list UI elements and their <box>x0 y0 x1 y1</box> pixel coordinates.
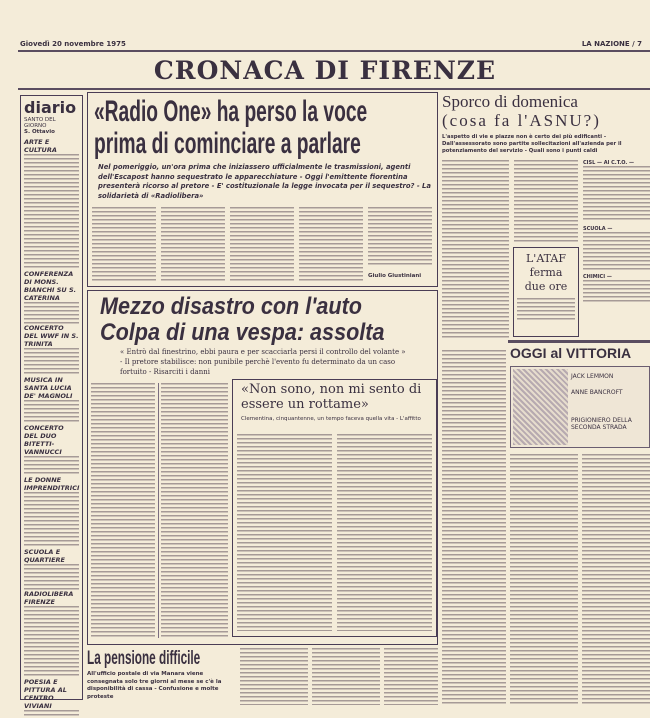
radio-one-article <box>87 92 438 287</box>
headline: Sporco di domenica <box>442 92 578 111</box>
section-title: CRONACA DI FIRENZE <box>153 56 497 85</box>
paper-page: LA NAZIONE / 7 <box>581 40 642 48</box>
diario-heading: POESIA E PITTURA AL CENTRO VIVIANI <box>24 678 67 710</box>
diario-heading: RADIOLIBERA FIRENZE <box>24 590 74 606</box>
santo-name: S. Ottavio <box>24 129 55 135</box>
headline: Mezzo disastro con l'auto <box>100 293 362 320</box>
diario-title: diario <box>24 98 77 117</box>
diario-heading: LE DONNE IMPRENDITRICI <box>24 476 80 492</box>
diario-heading: CONFERENZA DI MONS. BIANCHI SU S. CATERINA <box>24 270 77 302</box>
movie-ad <box>510 366 650 448</box>
headline: «Radio One» ha perso la voce <box>94 95 368 128</box>
diario-heading: ARTE E CULTURA <box>24 138 57 154</box>
issue-date: Giovedì 20 novembre 1975 <box>20 40 126 48</box>
diario-heading: CONCERTO DEL DUO BITETTI-VANNUCCI <box>24 424 64 456</box>
headline: La pensione difficile <box>87 648 201 669</box>
ad-title: OGGI al VITTORIA <box>510 345 632 361</box>
film-title: PRIGIONIERO DELLA SECONDA STRADA <box>571 417 632 431</box>
headline: Colpa di una vespa: assolta <box>100 319 385 346</box>
deck: L'aspetto di vie e piazze non è certo dei più edificanti - Dall'assessorato sono partite sollecitazioni all'azienda per il potenziamento del servizio - Quali sono i punti caldi <box>442 134 622 154</box>
deck: Nel pomeriggio, un'ora prima che iniziassero ufficialmente le trasmissioni, agenti dell'Escapost hanno sequestrato le apparecchiature - Oggi l'emittente fiorentina presenterà ricorso al pretore - E' costituzionale la legge invocata per il sequestro? - La solidarietà di «Radiolibera» <box>98 163 431 200</box>
headline: (cosa fa l'ASNU?) <box>442 111 601 130</box>
actor: ANNE BANCROFT <box>571 389 623 396</box>
diario-heading: SCUOLA E QUARTIERE <box>24 548 65 564</box>
divider <box>508 340 650 343</box>
movie-poster-illustration <box>513 369 568 445</box>
byline: Giulio Giustiniani <box>368 273 422 279</box>
deck: « Entrò dal finestrino, ebbi paura e per scacciarla persi il controllo del volante » - Il pretore stabilisce: non punibile perchè l'evento fu determinato da un caso fortuito - Risarciti i danni <box>120 348 406 376</box>
diario-heading: CONCERTO DEL WWF IN S. TRINITA <box>24 324 79 348</box>
deck: Clementina, cinquantenne, un tempo faceva quella vita - L'affitto <box>241 416 421 422</box>
actor: JACK LEMMON <box>571 373 614 380</box>
deck: All'ufficio postale di via Manara viene consegnata solo tre giorni al mese se c'è la disponibilità di cassa - Confusione e molte proteste <box>87 671 222 700</box>
santo-label: SANTO DEL GIORNO <box>24 117 56 129</box>
vespa-article <box>87 290 438 645</box>
brief-cisl: CISL — Al C.T.O. — <box>583 160 635 166</box>
brief-chimici: CHIMICI — <box>583 274 612 280</box>
headline: «Non sono, non mi sento di essere un rottame» <box>241 382 422 412</box>
headline: prima di cominciare a parlare <box>94 127 361 160</box>
briefs <box>583 160 650 304</box>
ataf-article <box>513 247 579 337</box>
diario-heading: MUSICA IN SANTA LUCIA DE' MAGNOLI <box>24 376 73 400</box>
pensione-article <box>87 648 235 701</box>
divider <box>18 50 650 52</box>
rottame-article <box>232 379 437 637</box>
divider <box>18 88 650 90</box>
asnu-article <box>442 92 650 155</box>
diario-column <box>20 95 83 710</box>
brief-scuola: SCUOLA — <box>583 226 613 232</box>
headline: L'ATAF ferma due ore <box>524 252 568 293</box>
